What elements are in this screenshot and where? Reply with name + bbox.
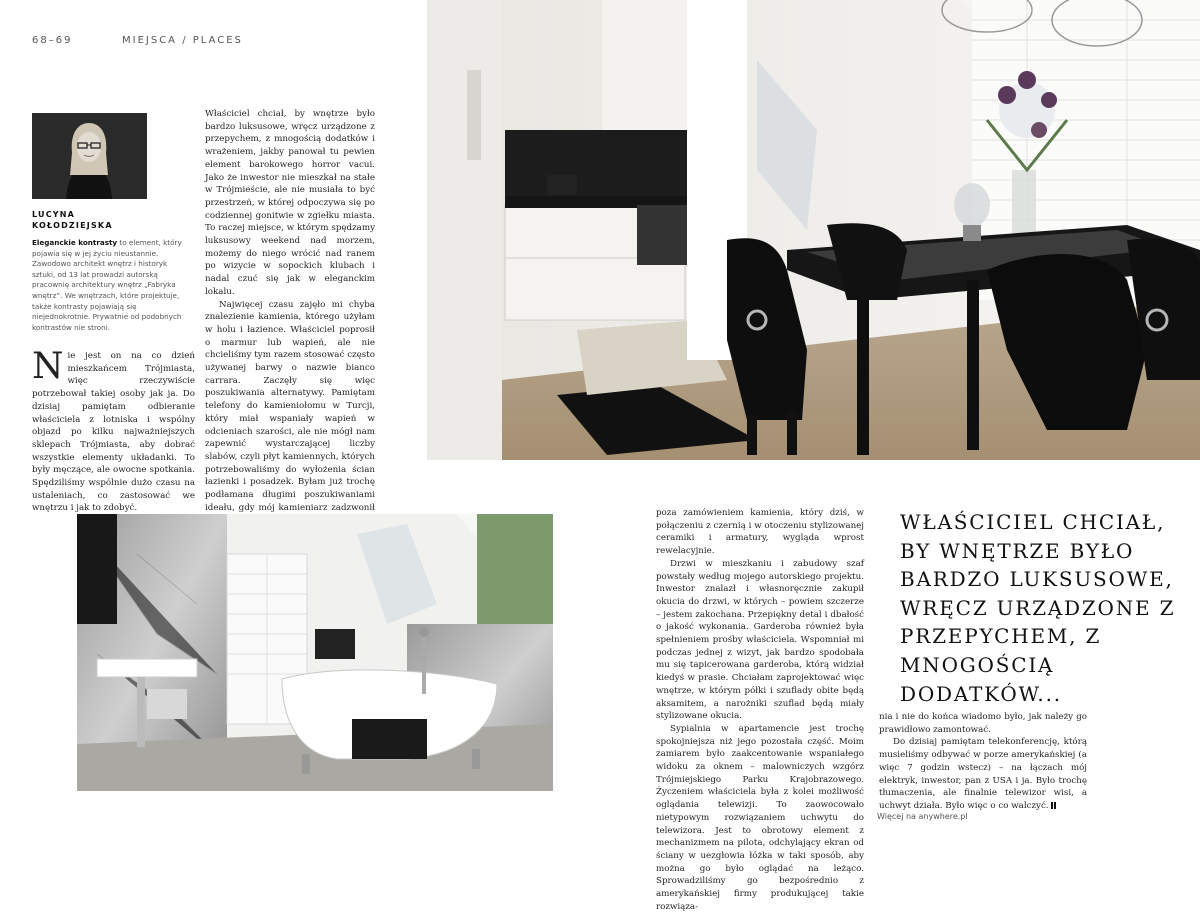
intro-text: ie jest on na co dzień mieszkańcem Trójmiasta, więc rzeczywiście potrzebował takiej osoby jak ja. Do dzisiaj pamiętam odbieranie właściciela z lotniska i wspólny objazd po kilku najważniejszych sklepach Trójmiasta, aby dobrać wszystkie elementy układanki. To były męczące, ale owocne spotkania. Spędziliśmy wspólnie dużo czasu na ustaleniach, co zastosować we wnętrzu i jak to zdobyć. <box>32 351 195 514</box>
end-mark <box>1051 802 1056 809</box>
section-label: MIEJSCA / PLACES <box>122 35 243 46</box>
body-column-4 <box>879 711 1087 813</box>
paragraph <box>879 736 1087 812</box>
profile-name-last: KOŁODZIEJSKA <box>32 221 113 230</box>
kitchen-dining-photo <box>427 0 1200 460</box>
paragraph: Sypialnia w apartamencie jest trochę spokojniejsza niż jego pozostała część. Moim zamiarem było zaakcentowanie wspaniałego widoku za oknem – malowniczych wzgórz Trójmiejskiego Parku Krajobrazowego. Życzeniem właściciela była z kolei możliwość oglądania telewizji. To zaowocowało nietypowym rozwiązaniem uchwytu do telewizora. Jest to obrotowy element z mechanizmem na pilota, odchylający ekran od ściany w uezgłowia łóżka w taki sposób, aby można go było oglądać na leżąco. Sprowadziliśmy go bezpośrednio z amerykańskiej firmy produkującej takie rozwiąza- <box>656 723 864 912</box>
drop-cap: N <box>32 346 64 387</box>
paragraph: Drzwi w mieszkaniu i zabudowy szaf powstały według mojego autorskiego projektu. Inwestor znalazł i własnoręcznie zakupił okucia do drzwi, w których – powiem szczerze – jestem zakochana. Przepiękny detal i dbałość o jakość wykonania. Garderoba również była spełnieniem prośby właściciela. Wspomniał mi podczas jednej z wizyt, jak bardzo spodobała mu się tapicerowana garderoba, którą widział kiedyś w prasie. Chciałam zaprojektować więc wnętrze, w którym półki i szuflady obite będą aksamitem, a narożniki szuflad będą miały stylizowane okucia. <box>656 558 864 722</box>
footer-credit: Więcej na anywhere.pl <box>877 812 968 821</box>
intro-column <box>32 346 195 515</box>
paragraph: nia i nie do końca wiadomo było, jak należy go prawidłowo zamontować. <box>879 712 1087 735</box>
body-column-3 <box>656 507 864 914</box>
paragraph: Najwięcej czasu zajęło mi chyba znalezienie kamienia, którego użyłam w holu i łazience. Właściciel poprosił o marmur lub wapień, ale nie chcieliśmy tym razem stosować często używanej barwy o nazwie bianco carrara. Zaczęły się więc poszukiwania alternatywy. Pamiętam telefony do kamieniołomu w Turcji, który miał wspaniały wapień w odcieniach szarości, ale nie mógł nam zapewnić wystarczającej liczby slabów, czyli płyt kamiennych, których potrzebowaliśmy do wyłożenia ścian łazienki i posadzek. Byłam już trochę podłamana długimi poszukiwaniami ideału, gdy mój kamieniarz zadzwonił <box>205 299 375 513</box>
paragraph: Właściciel chciał, by wnętrze było bardzo luksusowe, wręcz urządzone z przepychem, z mnogością dodatków i wrażeniem, jakby panował tu pewien element barokowego horror vacui. Jako że inwestor nie mieszkał na stałe w Trójmieście, ale nie musiała to być przestrzeń, w której odpoczywa się po codziennej gonitwie w zgiełku miasta. To raczej miejsce, w którym spędzamy luksusowy weekend nad morzem, możemy do niego wrócić nad ranem po wizycie w sopockich klubach i nadal czuć się jak w eleganckim lokalu. <box>205 109 375 297</box>
pull-quote: WŁAŚCICIEL CHCIAŁ, BY WNĘTRZE BYŁO BARDZO LUKSUSOWE, WRĘCZ URZĄDZONE Z PRZEPYCHEM, Z MNOGOŚCIĄ DODATKÓW... <box>900 510 1176 706</box>
profile-bio <box>32 238 182 333</box>
bio-lead: Eleganckie kontrasty <box>32 238 118 247</box>
bio-text: to element, który pojawia się w jej życiu nieustannie. Zawodowo architekt wnętrz i historyk sztuki, od 13 lat prowadzi autorską pracownię architektury wnętrz „Fabryka wnętrz”. We wnętrzach, które projektuje, także kontrasty pojawiają się niejednokrotnie. Prywatnie od podobnych kontrastów nie stroni. <box>32 238 182 332</box>
page-numbers: 68–69 <box>32 35 73 46</box>
paragraph: poza zamówieniem kamienia, który dziś, w połączeniu z czernią i w otoczeniu stylizowanej ceramiki i armatury, wygląda wprost rewelacyjnie. <box>656 508 864 557</box>
profile-photo <box>32 113 147 199</box>
profile-name <box>32 209 182 231</box>
profile-name-first: LUCYNA <box>32 210 76 219</box>
bathroom-photo <box>77 514 553 791</box>
paragraph-text: Do dzisiaj pamiętam telekonferencję, którą musieliśmy odbywać w porze amerykańskiej (a więc 7 godzin wstecz) – na łączach mój elektryk, inwestor, pan z USA i ja. Było trochę tłumaczenia, ale finalnie telewizor wisi, a uchwyt działa. Było więc o co walczyć. <box>879 737 1087 811</box>
body-column-2 <box>205 108 375 565</box>
